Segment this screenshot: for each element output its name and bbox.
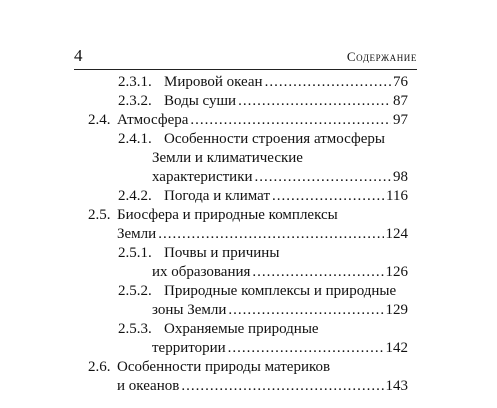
toc-entry-title: Особенности природы материков (117, 359, 331, 375)
dot-leader (265, 73, 391, 92)
dot-leader (238, 92, 391, 111)
dot-leader (228, 301, 383, 320)
toc-entry-page: 87 (393, 93, 408, 109)
toc-entry-page: 142 (385, 340, 408, 356)
toc-entry-line (152, 301, 408, 320)
dot-leader (158, 225, 383, 244)
toc-entry-title: Охраняемые природные (164, 321, 319, 337)
toc-entry-line (117, 377, 408, 396)
toc-entry-title: зоны Земли (152, 302, 227, 318)
dot-leader (252, 263, 383, 282)
toc-entry-page: 76 (393, 74, 408, 90)
toc-entry-title: характеристики (152, 169, 253, 185)
toc-entry-number: 2.4. (88, 112, 111, 128)
toc-entry-page: 143 (385, 378, 408, 394)
toc-entry-line (117, 111, 408, 130)
toc-entry-page: 126 (385, 264, 408, 280)
toc-entry-title: территории (152, 340, 226, 356)
toc-entry-title: Особенности строения атмосферы (164, 131, 385, 147)
toc-entry-title: Почвы и причины (164, 245, 280, 261)
dot-leader (228, 339, 384, 358)
toc-entry-line (117, 225, 408, 244)
toc-entry-number: 2.4.1. (118, 131, 152, 147)
toc-entry-number: 2.5.1. (118, 245, 152, 261)
toc-entry-number: 2.3.1. (118, 74, 152, 90)
toc-entry-number: 2.4.2. (118, 188, 152, 204)
toc-entry-line (152, 168, 408, 187)
toc-entry-page: 124 (385, 226, 408, 242)
toc-entry-line (164, 92, 408, 111)
toc-entry-title: Мировой океан (164, 74, 263, 90)
toc-entry-page: 97 (393, 112, 408, 128)
toc-entry-line (152, 339, 408, 358)
section-title: Содержание (346, 49, 417, 64)
toc-entry-line (164, 73, 408, 92)
dot-leader (255, 168, 391, 187)
toc-entry-title: Биосфера и природные комплексы (117, 207, 338, 223)
toc-entry-number: 2.5.2. (118, 283, 152, 299)
toc-entry-page: 116 (386, 188, 408, 204)
dot-leader (181, 377, 383, 396)
toc-entry-number: 2.6. (88, 359, 111, 375)
dot-leader (272, 187, 384, 206)
page-header (74, 46, 417, 66)
toc-entry-title: и океанов (117, 378, 180, 394)
toc-entry-title: Погода и климат (164, 188, 271, 204)
toc-entry-line (164, 187, 408, 206)
toc-entry-title: Атмосфера (117, 112, 189, 128)
toc-entry-number: 2.5. (88, 207, 111, 223)
toc-entry-line (152, 263, 408, 282)
toc-entry-title: Земли и климатические (152, 150, 303, 166)
page-number: 4 (74, 46, 83, 65)
toc-entry-title: Земли (117, 226, 157, 242)
header-rule (74, 69, 417, 70)
dot-leader (190, 111, 391, 130)
toc-entry-title: Природные комплексы и природные (164, 283, 397, 299)
toc-entry-number: 2.5.3. (118, 321, 152, 337)
toc-entry-title: Воды суши (164, 93, 237, 109)
toc-entry-number: 2.3.2. (118, 93, 152, 109)
toc-entry-page: 129 (385, 302, 408, 318)
toc-entry-page: 98 (393, 169, 408, 185)
toc-entry-title: их образования (152, 264, 251, 280)
